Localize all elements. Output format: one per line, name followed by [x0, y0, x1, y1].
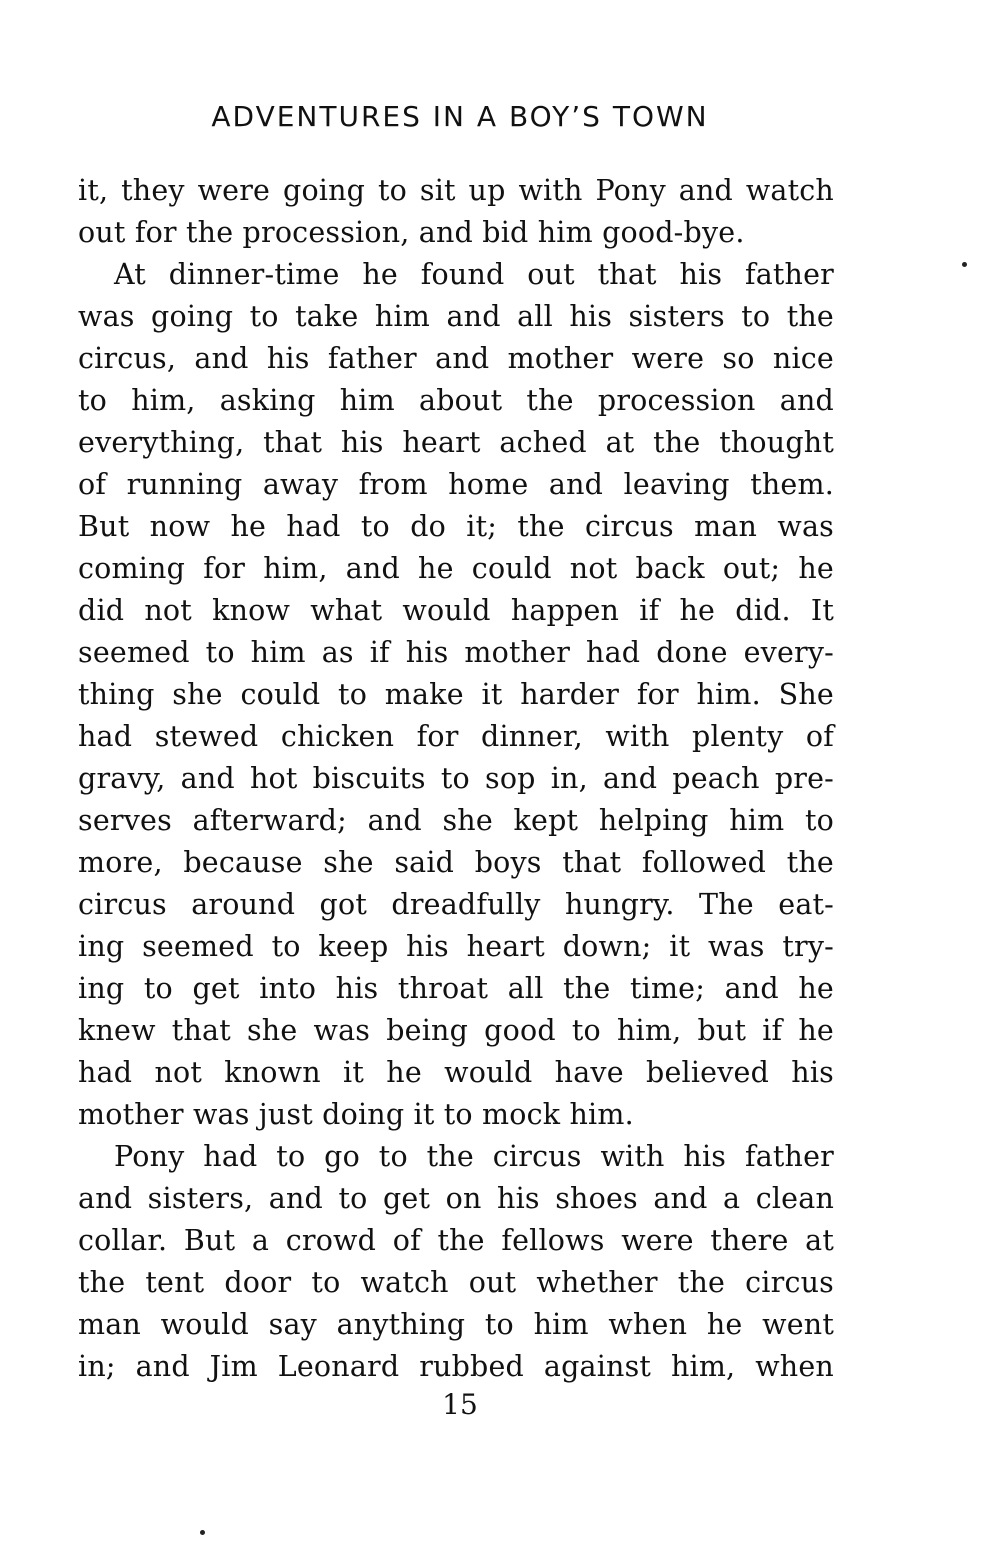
text-line: to him, asking him about the procession and: [78, 384, 834, 417]
text-line: serves afterward; and she kept helping him to: [78, 804, 834, 837]
text-line: ing to get into his throat all the time; and he: [78, 972, 834, 1005]
text-line: collar. But a crowd of the fellows were there at: [78, 1224, 834, 1257]
text-line: the tent door to watch out whether the circus: [78, 1266, 834, 1299]
text-line: gravy, and hot biscuits to sop in, and peach pre-: [78, 762, 834, 795]
text-line: Pony had to go to the circus with his father: [114, 1140, 834, 1173]
text-line: coming for him, and he could not back out; he: [78, 552, 834, 585]
text-line: was going to take him and all his sisters to the: [78, 300, 834, 333]
paper-speck: [962, 262, 967, 267]
text-line: in; and Jim Leonard rubbed against him, when: [78, 1350, 834, 1383]
text-line: had not known it he would have believed his: [78, 1056, 834, 1089]
text-line: more, because she said boys that followed the: [78, 846, 834, 879]
text-line: thing she could to make it harder for him. She: [78, 678, 834, 711]
running-head: ADVENTURES IN A BOY’S TOWN: [211, 100, 709, 133]
text-line: ing seemed to keep his heart down; it was try-: [78, 930, 834, 963]
text-line: But now he had to do it; the circus man was: [78, 510, 834, 543]
text-line: knew that she was being good to him, but if he: [78, 1014, 834, 1047]
text-line: mother was just doing it to mock him.: [78, 1098, 634, 1131]
text-line: circus around got dreadfully hungry. The eat-: [78, 888, 834, 921]
text-line: did not know what would happen if he did. It: [78, 594, 834, 627]
text-line: and sisters, and to get on his shoes and a clean: [78, 1182, 834, 1215]
text-line: man would say anything to him when he went: [78, 1308, 834, 1341]
text-line: out for the procession, and bid him good-bye.: [78, 216, 745, 249]
text-line: circus, and his father and mother were so nice: [78, 342, 834, 375]
text-line: of running away from home and leaving them.: [78, 468, 834, 501]
text-line: seemed to him as if his mother had done every-: [78, 636, 834, 669]
text-line: everything, that his heart ached at the thought: [78, 426, 834, 459]
page-number: 15: [442, 1388, 478, 1421]
text-line: had stewed chicken for dinner, with plenty of: [78, 720, 834, 753]
text-line: it, they were going to sit up with Pony and watch: [78, 174, 834, 207]
paper-speck: [200, 1530, 205, 1535]
text-line: At dinner-time he found out that his father: [114, 258, 834, 291]
body-text: [78, 170, 834, 1388]
